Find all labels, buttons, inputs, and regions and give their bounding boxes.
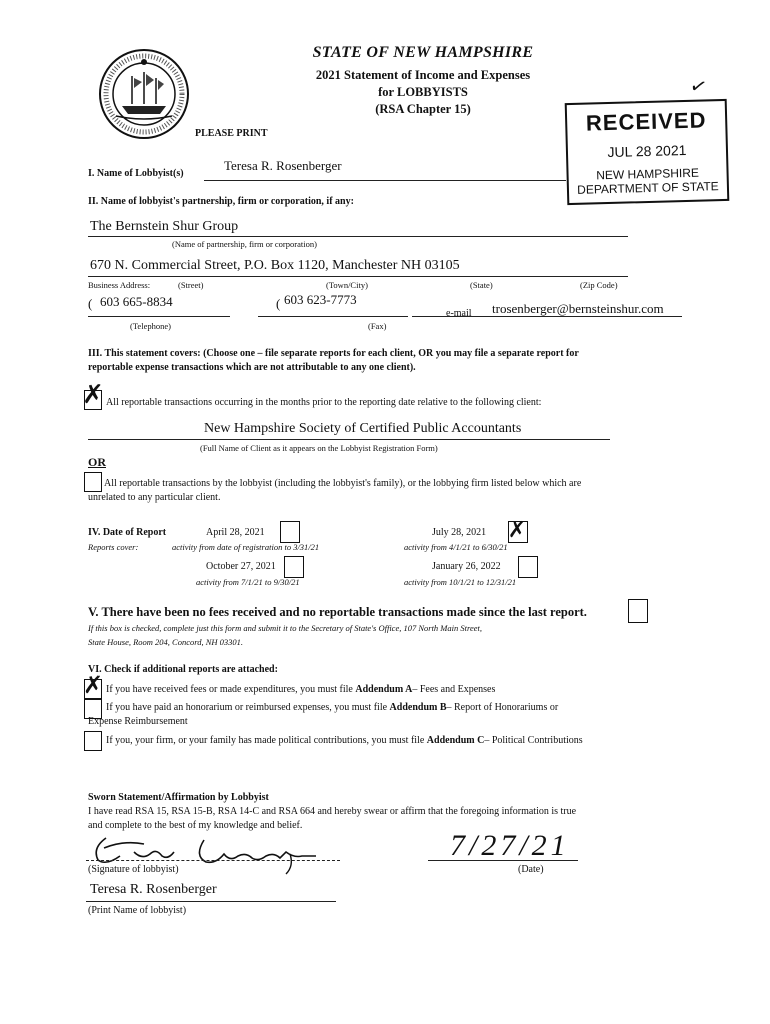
signature-date-field[interactable]: 7/27/21 bbox=[450, 829, 570, 862]
checkbox-check-mark: ✗ bbox=[82, 380, 104, 409]
sworn-statement-label: Sworn Statement/Affirmation by Lobbyist bbox=[88, 792, 269, 803]
date-of-report-label: IV. Date of Report bbox=[88, 527, 167, 538]
address-zip-caption: (Zip Code) bbox=[580, 280, 618, 290]
addendum-b-name: Addendum B bbox=[389, 702, 447, 713]
form-subtitle-3: (RSA Chapter 15) bbox=[375, 102, 471, 116]
firm-label: II. Name of lobbyist's partnership, firm or corporation, if any: bbox=[88, 196, 354, 207]
no-fees-label: V. There have been no fees received and no reportable transactions made since the last report. bbox=[88, 605, 587, 619]
addendum-c-name: Addendum C bbox=[426, 735, 485, 746]
client-caption: (Full Name of Client as it appears on the Lobbyist Registration Form) bbox=[200, 443, 438, 453]
report-date-4: January 26, 2022 bbox=[432, 561, 501, 572]
no-fees-note-2: State House, Room 204, Concord, NH 03301. bbox=[88, 637, 244, 647]
signature-caption: (Signature of lobbyist) bbox=[88, 864, 179, 875]
stamp-date: JUL 28 2021 bbox=[607, 141, 687, 161]
no-fees-checkbox[interactable] bbox=[628, 599, 648, 623]
fax-field[interactable]: 603 623-7773 bbox=[284, 292, 357, 307]
addendum-a-label bbox=[106, 684, 495, 695]
addendum-b-label-2: Expense Reimbursement bbox=[88, 716, 188, 727]
addendum-b-text: If you have paid an honorarium or reimbursed expenses, you must file bbox=[106, 702, 390, 713]
section3-label: III. This statement covers: (Choose one – file separate reports for each client, OR you may file a separate report for bbox=[88, 348, 579, 359]
telephone-caption: (Telephone) bbox=[130, 321, 171, 331]
addendum-c-text: If you, your firm, or your family has made political contributions, you must file bbox=[106, 735, 427, 746]
print-name-caption: (Print Name of lobbyist) bbox=[88, 905, 187, 916]
unrelated-option-label-2: unrelated to any particular client. bbox=[88, 492, 221, 503]
addendum-c-checkbox[interactable] bbox=[84, 731, 102, 751]
telephone-field[interactable]: 603 665-8834 bbox=[100, 294, 173, 309]
business-address-field[interactable]: 670 N. Commercial Street, P.O. Box 1120, Manchester NH 03105 bbox=[90, 258, 460, 273]
fax-caption: (Fax) bbox=[368, 321, 387, 331]
report-date-3-range: activity from 7/1/21 to 9/30/21 bbox=[196, 577, 300, 587]
form-subtitle-2: for LOBBYISTS bbox=[378, 85, 468, 99]
addendum-b-label bbox=[106, 702, 558, 713]
addendum-c-label bbox=[106, 735, 583, 746]
address-state-caption: (State) bbox=[470, 280, 493, 290]
report-date-2: July 28, 2021 bbox=[432, 527, 487, 538]
firm-caption: (Name of partnership, firm or corporation) bbox=[172, 239, 317, 249]
report-date-1-checkbox[interactable] bbox=[280, 521, 300, 543]
addendum-a-check-mark: ✗ bbox=[82, 673, 104, 699]
firm-name-field[interactable]: The Bernstein Shur Group bbox=[90, 219, 239, 234]
sworn-statement-text-2: and complete to the best of my knowledge and belief. bbox=[88, 820, 303, 831]
address-business-caption: Business Address: bbox=[88, 280, 151, 290]
email-field[interactable]: trosenberger@bernsteinshur.com bbox=[492, 301, 664, 316]
report-date-1: April 28, 2021 bbox=[206, 527, 265, 538]
lobbyist-name-label: I. Name of Lobbyist(s) bbox=[88, 168, 184, 179]
client-option-label: All reportable transactions occurring in the months prior to the reporting date relative to the following client: bbox=[106, 397, 542, 408]
report-date-2-check-mark: ✗ bbox=[507, 517, 527, 542]
report-date-3-checkbox[interactable] bbox=[284, 556, 304, 578]
reports-cover-label: Reports cover: bbox=[88, 542, 139, 552]
addendum-c-suffix: – Political Contributions bbox=[484, 735, 583, 746]
print-name-field[interactable]: Teresa R. Rosenberger bbox=[90, 882, 217, 897]
no-fees-note: If this box is checked, complete just this form and submit it to the Secretary of State's Office, 107 North Main Street, bbox=[88, 623, 483, 633]
unrelated-option-checkbox[interactable] bbox=[84, 472, 102, 492]
paren-open-1: ( bbox=[88, 296, 93, 311]
unrelated-option-label: All reportable transactions by the lobbyist (including the lobbyist's family), or the lobbying firm listed below which are bbox=[104, 478, 582, 489]
report-date-4-range: activity from 10/1/21 to 12/31/21 bbox=[404, 577, 517, 587]
client-name-field[interactable]: New Hampshire Society of Certified Public Accountants bbox=[204, 421, 522, 436]
report-date-2-range: activity from 4/1/21 to 6/30/21 bbox=[404, 542, 508, 552]
address-town-caption: (Town/City) bbox=[326, 280, 368, 290]
report-date-1-range: activity from date of registration to 3/31/21 bbox=[172, 542, 320, 552]
addendum-a-suffix: – Fees and Expenses bbox=[412, 684, 496, 695]
email-label: e-mail bbox=[446, 308, 472, 319]
lobbyist-name-field[interactable]: Teresa R. Rosenberger bbox=[224, 158, 342, 173]
addendum-a-name: Addendum A bbox=[355, 684, 413, 695]
stamp-line-1: NEW HAMPSHIRE bbox=[596, 165, 700, 183]
checkmark-icon: ✓ bbox=[687, 74, 710, 100]
stamp-received: RECEIVED bbox=[585, 107, 707, 136]
sworn-statement-text: I have read RSA 15, RSA 15-B, RSA 14-C and RSA 664 and hereby swear or affirm that the foregoing information is true bbox=[88, 806, 577, 817]
report-date-3: October 27, 2021 bbox=[206, 561, 276, 572]
paren-open-2: ( bbox=[276, 296, 281, 311]
form-title: STATE OF NEW HAMPSHIRE bbox=[312, 44, 534, 61]
date-caption: (Date) bbox=[518, 864, 544, 875]
report-date-4-checkbox[interactable] bbox=[518, 556, 538, 578]
or-label: OR bbox=[88, 455, 106, 469]
addendum-a-text: If you have received fees or made expenditures, you must file bbox=[106, 684, 356, 695]
please-print-label: PLEASE PRINT bbox=[195, 128, 268, 139]
stamp-line-2: DEPARTMENT OF STATE bbox=[576, 179, 719, 197]
addendum-b-suffix: – Report of Honorariums or bbox=[446, 702, 559, 713]
address-street-caption: (Street) bbox=[178, 280, 204, 290]
form-subtitle: 2021 Statement of Income and Expenses bbox=[315, 68, 531, 82]
section3-label-2: reportable expense transactions which are not attributable to any one client). bbox=[88, 362, 416, 373]
received-stamp bbox=[565, 99, 730, 205]
additional-reports-label: VI. Check if additional reports are attached: bbox=[88, 664, 278, 675]
